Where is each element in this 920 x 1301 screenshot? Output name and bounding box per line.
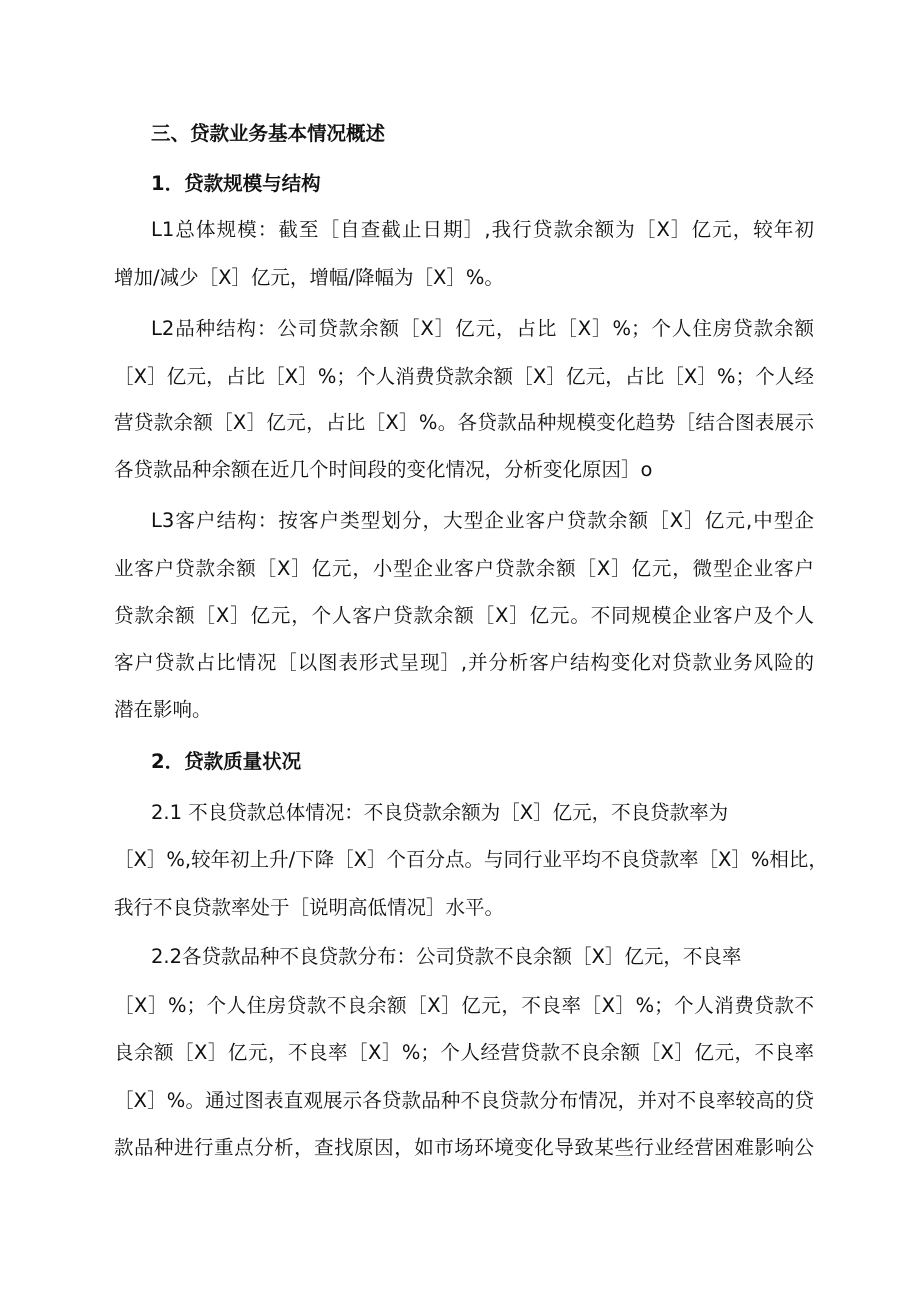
paragraph-2-1-line: 我行不良贷款率处于［说明高低情况］水平。 <box>114 896 505 919</box>
paragraph-2-2-line: 良余额［X］亿元，不良率［X］%；个人经营贷款不良余额［X］亿元，不良率 <box>114 1041 814 1064</box>
subsection-heading-2: 2．贷款质量状况 <box>151 750 302 773</box>
paragraph-1-1-line: 增加/减少［X］亿元，增幅/降幅为［X］%。 <box>114 266 504 289</box>
paragraph-1-2-line: 各贷款品种余额在近几个时间段的变化情况，分析变化原因］o <box>114 458 653 481</box>
section-title: 三、贷款业务基本情况概述 <box>151 122 386 145</box>
paragraph-2-1-line: 2.1 不良贷款总体情况：不良贷款余额为［X］亿元，不良贷款率为 <box>151 801 729 824</box>
paragraph-2-2-line: 款品种进行重点分析，查找原因，如市场环境变化导致某些行业经营困难影响公 <box>114 1136 814 1159</box>
paragraph-1-2-line: L2品种结构：公司贷款余额［X］亿元，占比［X］%；个人住房贷款余额 <box>151 317 814 340</box>
paragraph-2-2-line: 2.2各贷款品种不良贷款分布：公司贷款不良余额［X］亿元，不良率 <box>151 945 742 968</box>
paragraph-1-3-line: 客户贷款占比情况［以图表形式呈现］,并分析客户结构变化对贷款业务风险的 <box>114 651 814 674</box>
paragraph-1-3-line: L3客户结构：按客户类型划分，大型企业客户贷款余额［X］亿元,中型企 <box>151 509 814 532</box>
paragraph-1-2-line: ［X］亿元，占比［X］%；个人消费贷款余额［X］亿元，占比［X］%；个人经 <box>114 365 814 388</box>
paragraph-2-1-line: ［X］%,较年初上升/下降［X］个百分点。与同行业平均不良贷款率［X］%相比， <box>114 848 828 871</box>
paragraph-1-3-line: 潜在影响。 <box>114 698 212 721</box>
paragraph-1-2-line: 营贷款余额［X］亿元，占比［X］%。各贷款品种规模变化趋势［结合图表展示 <box>114 411 814 434</box>
paragraph-2-2-line: ［X］%。通过图表直观展示各贷款品种不良贷款分布情况，并对不良率较高的贷 <box>114 1089 814 1112</box>
paragraph-2-2-line: ［X］%；个人住房贷款不良余额［X］亿元，不良率［X］%；个人消费贷款不 <box>114 994 814 1017</box>
subsection-heading-1: 1．贷款规模与结构 <box>151 172 321 195</box>
paragraph-1-3-line: 贷款余额［X］亿元，个人客户贷款余额［X］亿元。不同规模企业客户及个人 <box>114 604 814 627</box>
paragraph-1-3-line: 业客户贷款余额［X］亿元，小型企业客户贷款余额［X］亿元，微型企业客户 <box>114 557 814 580</box>
paragraph-1-1-line: L1总体规模：截至［自查截止日期］,我行贷款余额为［X］亿元，较年初 <box>151 218 814 241</box>
